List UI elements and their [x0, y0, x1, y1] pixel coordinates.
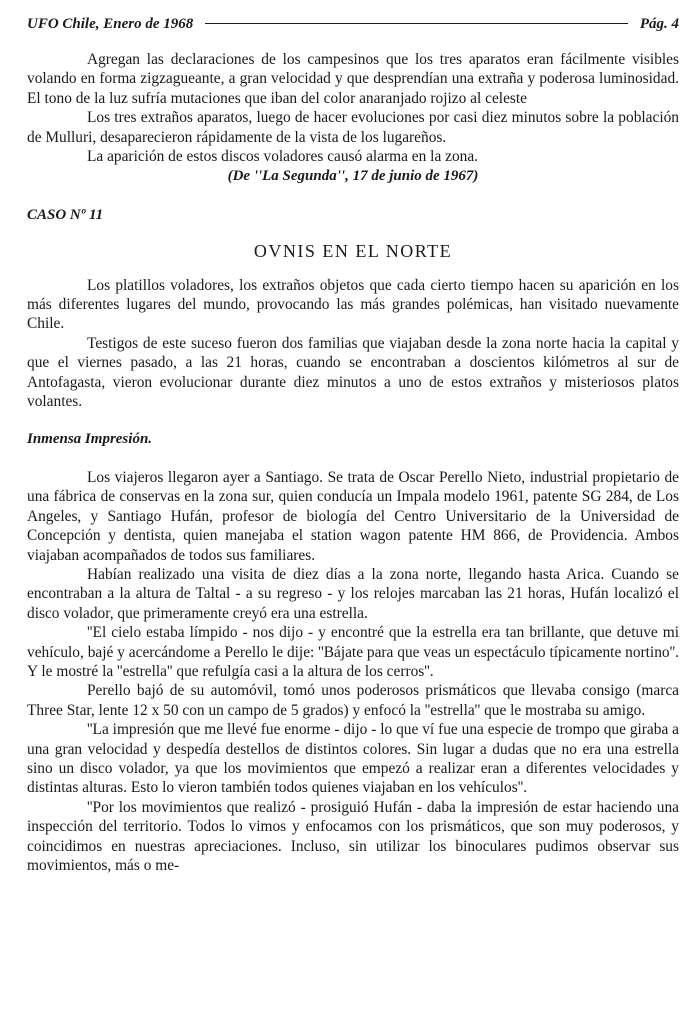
paragraph: Agregan las declaraciones de los campesinos que los tres aparatos eran fácilmente visibles volando en forma zigzagueante, a gran velocidad y que desprendían una extraña y poderosa luminosidad. El tono de la luz sufría mutaciones que iban del color anaranjado rojizo al celeste	[27, 51, 679, 107]
header-rule	[205, 23, 628, 24]
running-header	[27, 16, 679, 40]
article-body	[27, 50, 679, 875]
publication-title: UFO Chile, Enero de 1968	[27, 16, 194, 32]
article-title: OVNIS EN EL NORTE	[253, 241, 453, 262]
section-subheading: Inmensa Impresión.	[27, 430, 153, 447]
source-citation: (De ''La Segunda'', 17 de junio de 1967)	[227, 168, 479, 185]
paragraph: Perello bajó de su automóvil, tomó unos poderosos prismáticos que llevaba consigo (marca Three Star, lente 12 x 50 con un campo de 5 grados) y enfocó la ''estrella'' que le mostraba su amigo.	[27, 682, 679, 719]
document-page	[27, 16, 679, 875]
paragraph: Los viajeros llegaron ayer a Santiago. Se trata de Oscar Perello Nieto, industrial propietario de una fábrica de conservas en la zona sur, quien conducía un Impala modelo 1961, patente SG 284, de Los Angeles, y Santiago Hufán, profesor de biología del Centro Universitario de la Universidad de Concepción y dentista, quien manejaba el station wagon patente HM 866, de Providencia. Ambos viajaban acompañados de todos sus familiares.	[27, 468, 679, 564]
paragraph: Testigos de este suceso fueron dos familias que viajaban desde la zona norte hacia la capital y que el viernes pasado, a las 21 horas, cuando se encontraban a doscientos kilómetros al sur de Antofagasta, vieron evolucionar durante diez minutos a uno de estos extraños y misteriosos platos volantes.	[27, 334, 679, 411]
paragraph: La aparición de estos discos voladores causó alarma en la zona.	[87, 148, 479, 166]
page-number: Pág. 4	[639, 16, 679, 32]
paragraph: ''Por los movimientos que realizó - prosiguió Hufán - daba la impresión de estar haciendo una inspección del territorio. Todos lo vimos y enfocamos con los prismáticos, que son muy poderosos, y coincidimos en nuestras apreciaciones. Incluso, sin utilizar los binoculares pudimos observar sus movimientos, más o me-	[27, 798, 679, 875]
paragraph: Habían realizado una visita de diez días a la zona norte, llegando hasta Arica. Cuando se encontraban a la altura de Taltal - a su regreso - y los relojes marcaban las 21 horas, Hufán localizó el disco volador, que primeramente creyó era una estrella.	[27, 565, 679, 622]
paragraph: ''El cielo estaba límpido - nos dijo - y encontré que la estrella era tan brillante, que detuve mi vehículo, bajé y acercándome a Perello le dije: ''Bájate para que veas un espectáculo típicamente nortino''. Y le mostré la ''estrella'' que refulgía casi a la altura de los cerros''.	[27, 624, 679, 680]
paragraph: Los platillos voladores, los extraños objetos que cada cierto tiempo hacen su aparición en los más diferentes lugares del mundo, provocando las más grandes polémicas, han visitado nuevamente Chile.	[27, 276, 679, 333]
case-label: CASO Nº 11	[27, 206, 104, 223]
paragraph: Los tres extraños aparatos, luego de hacer evoluciones por casi diez minutos sobre la población de Mulluri, desaparecieron rápidamente de la vista de los lugareños.	[27, 109, 679, 146]
paragraph: ''La impresión que me llevé fue enorme - dijo - lo que ví fue una especie de trompo que giraba a una gran velocidad y despedía destellos de distintos colores. Sin lugar a dudas que no era una estrella sino un disco volador, ya que los movimientos que empezó a realizar eran a diferentes velocidades y distintas alturas. Esto lo vieron también todos quienes viajaban en los vehículos''.	[27, 721, 679, 797]
